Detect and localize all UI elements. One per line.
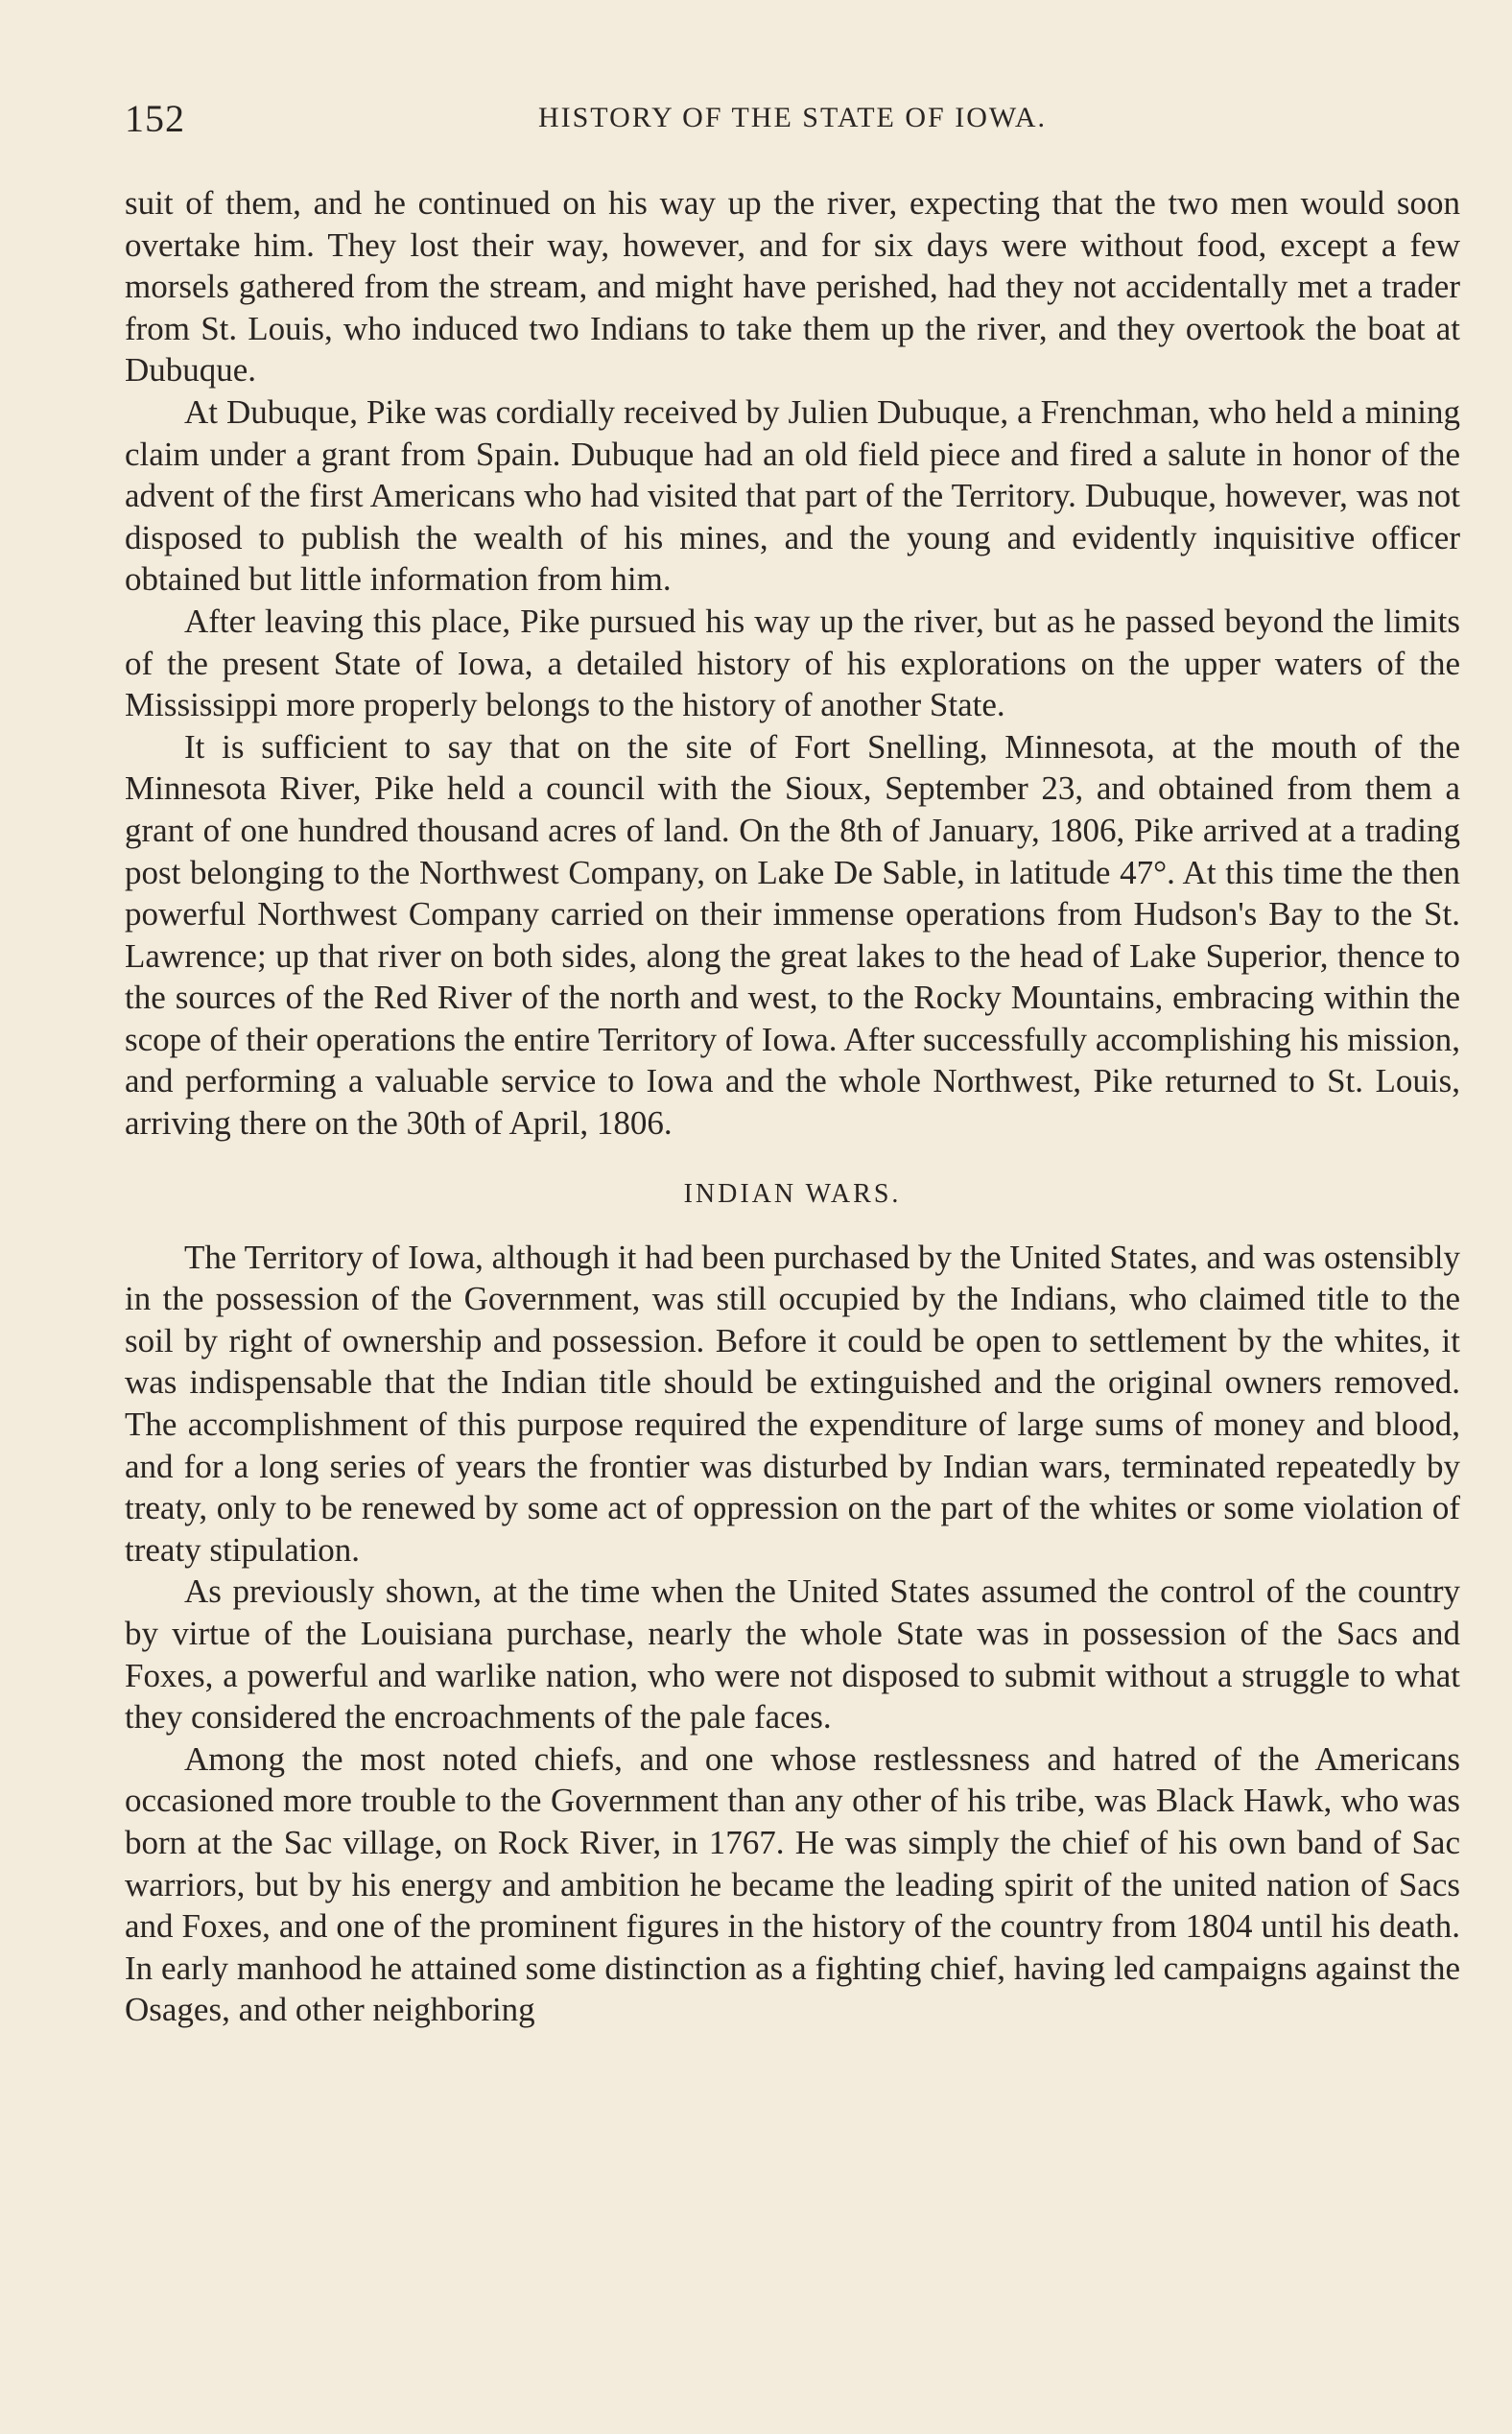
paragraph-territory-of-iowa: The Territory of Iowa, although it had been purchased by the United States, and was ostensibly in the possession of the Government, was still occupied by the Indians, who claimed title to the soil by right of ownership and possession. Before it could be open to settlement by the whites, it was indispensable that the Indian title should be extinguished and the original owners removed. The accomplishment of this purpose required the expenditure of large sums of money and blood, and for a long series of years the frontier was disturbed by Indian wars, terminated repeatedly by treaty, only to be renewed by some act of oppression on the part of the whites or some violation of treaty stipulation.	[125, 1238, 1460, 1569]
paragraph-dubuque-reception: At Dubuque, Pike was cordially received by Julien Dubuque, a Frenchman, who held a mining claim under a grant from Spain. Dubuque had an old field piece and fired a salute in honor of the advent of the first Americans who had visited that part of the Territory. Dubuque, however, was not disposed to publish the wealth of his mines, and the young and evidently inquisitive officer obtained but little information from him.	[125, 392, 1460, 599]
section-heading: INDIAN WARS.	[683, 1178, 902, 1209]
paragraph-black-hawk: Among the most noted chiefs, and one whose restlessness and hatred of the Americans occasioned more trouble to the Government than any other of his tribe, was Black Hawk, who was born at the Sac village, on Rock River, in 1767. He was simply the chief of his own band of Sac warriors, but by his energy and ambition he became the leading spirit of the united nation of Sacs and Foxes, and one of the prominent figures in the history of the country from 1804 until his death. In early manhood he attained some distinction as a fighting chief, having led campaigns against the Osages, and other neighboring	[125, 1739, 1460, 2029]
book-page	[125, 96, 1460, 2031]
page-number: 152	[125, 97, 185, 140]
paragraph-fort-snelling: It is sufficient to say that on the site of Fort Snelling, Minnesota, at the mouth of the Minnesota River, Pike held a council with the Sioux, September 23, and obtained from them a grant of one hundred thousand acres of land. On the 8th of January, 1806, Pike arrived at a trading post belonging to the Northwest Company, on Lake De Sable, in latitude 47°. At this time the then powerful Northwest Company carried on their immense operations from Hudson's Bay to the St. Lawrence; up that river on both sides, along the great lakes to the head of Lake Superior, thence to the sources of the Red River of the north and west, to the Rocky Mountains, embracing within the scope of their operations the entire Territory of Iowa. After successfully accomplishing his mission, and performing a valuable service to Iowa and the whole Northwest, Pike returned to St. Louis, arriving there on the 30th of April, 1806.	[125, 727, 1460, 1143]
paragraph-louisiana-purchase: As previously shown, at the time when the United States assumed the control of the country by virtue of the Louisiana purchase, nearly the whole State was in possession of the Sacs and Foxes, a powerful and warlike nation, who were not disposed to submit without a struggle to what they considered the encroachments of the pale faces.	[125, 1572, 1460, 1737]
running-head	[125, 96, 1460, 154]
running-title: HISTORY OF THE STATE OF IOWA.	[537, 102, 1048, 133]
paragraph-pike-departure: After leaving this place, Pike pursued his way up the river, but as he passed beyond the limits of the present State of Iowa, a detailed history of his explorations on the upper waters of the Mississippi more properly belongs to the history of another State.	[125, 602, 1460, 724]
body-text	[125, 182, 1460, 2031]
paragraph-continuation: suit of them, and he continued on his way up the river, expecting that the two men would soon overtake him. They lost their way, however, and for six days were without food, except a few morsels gathered from the stream, and might have perished, had they not accidentally met a trader from St. Louis, who induced two Indians to take them up the river, and they overtook the boat at Dubuque.	[125, 184, 1460, 390]
